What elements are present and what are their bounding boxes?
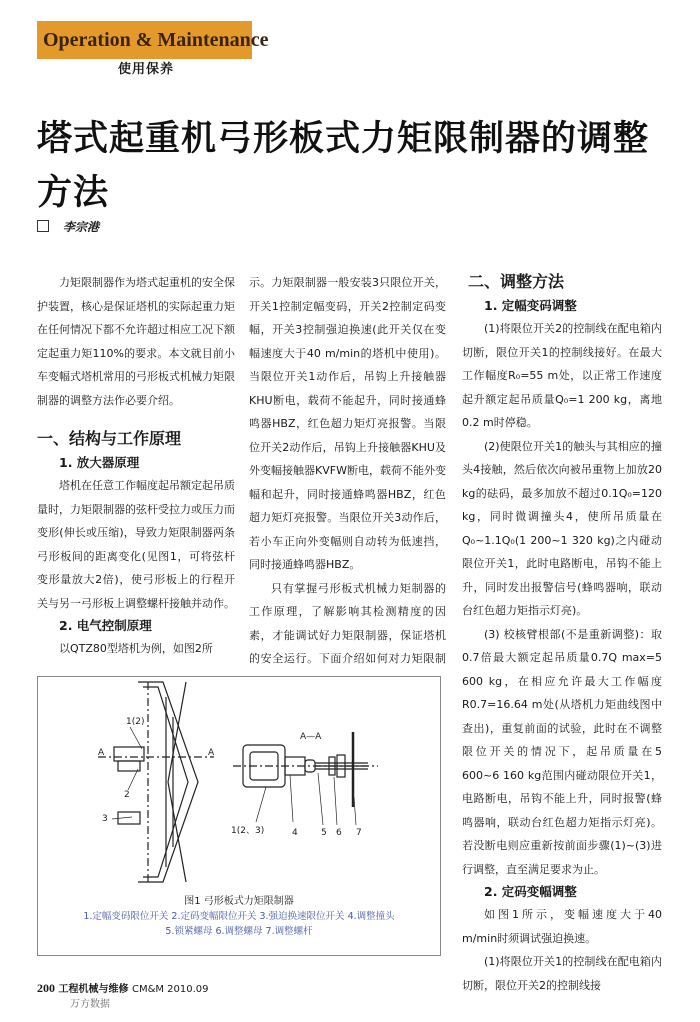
author-line (37, 218, 99, 235)
step-3-paragraph: (3) 校核臂根部(不是重新调整)：取0.7倍最大额定起吊质量0.7Q max=5 600 kg，在相应允许最大工作幅度R0.7=16.64 m处(从塔机力矩曲线图中查出)，重复前面的试验，此时在不调整限位开关的情况下，起吊质量在5 600~6 160 kg范围内碰动限位开关1，电路断电，吊钩不能上升，同时报警(蜂鸣器响，联动台红色超力矩指示灯亮)。若没断电则应重新按前面步骤(1)~(3)进行调整，直至满足要求为止。 (462, 627, 662, 876)
fig-label-4: 4 (292, 828, 298, 838)
step-2-paragraph: (2)使限位开关1的触头与其相应的撞头4接触，然后依次向被吊重物上加放20 kg的砝码，最多加放不超过0.1Q₀=120 kg，同时微调撞头4，使所吊质量在Q₀~1.1Q₀(1 200~1 320 kg)之内碰动限位开关1，此时电路断电，吊钩不能上升，同时发出报警信号(蜂鸣器响，联动台红色超力矩指示灯亮)。 (462, 439, 662, 617)
watermark: 万方数据 (70, 999, 110, 1010)
subheading-fixed-range: 1. 定幅变码调整 (484, 298, 577, 313)
electrical-continued-paragraph: 示。力矩限制器一般安装3只限位开关，开关1控制定幅变码，开关2控制定码变幅，开关3控制强迫换速(此开关仅在变幅速度大于40 m/min的塔机中使用)。当限位开关1动作后，吊钩上升接触器KHU断电，载荷不能起升，同时接通蜂鸣器HBZ，红色超力矩灯亮报警。当限位开关2动作后，吊钩上升接触器KHU及外变幅接触器KVFW断电，载荷不能外变幅和起升，同时接通蜂鸣器HBZ，红色超力矩灯亮报警。当限位开关3动作后，若小车正向外变幅则自动转为低速挡，同时接通蜂鸣器HBZ。 (249, 276, 446, 571)
column-3 (462, 269, 662, 997)
square-icon (37, 220, 49, 232)
bow-plate-limiter-diagram (38, 677, 442, 892)
fig-label-3: 3 (102, 814, 108, 824)
fig-label-2: 2 (124, 790, 130, 800)
section-subtitle: 使用保养 (118, 62, 175, 77)
figure-1 (37, 676, 441, 956)
section-heading-structure: 一、结构与工作原理 (37, 429, 182, 448)
figure-caption: 图1 弓形板式力矩限制器 (184, 896, 294, 907)
fixed-load-intro-paragraph: 如图1所示，变幅速度大于40 m/min时须调试强迫换速。 (462, 908, 662, 945)
fig-label-5: 5 (321, 828, 327, 838)
figure-legend-line-2: 5.锁紧螺母 6.调整螺母 7.调整螺杆 (165, 926, 313, 937)
fig-label-6: 6 (336, 828, 342, 838)
fig-label-1-2: 1(2) (126, 717, 145, 727)
amplifier-paragraph: 塔机在任意工作幅度起吊额定起吊质量时，力矩限制器的弦杆受拉力或压力而变形(伸长或压缩)，导致力矩限制器两条弓形板间的距离变化(见图1，可将弦杆变形量放大2倍)，使弓形板上的行程开关与另一弓形板上调整螺杆接触并动作。 (37, 479, 235, 610)
journal-issue: CM&M 2010.09 (131, 984, 209, 995)
subheading-electrical: 2. 电气控制原理 (59, 618, 152, 633)
step-1-paragraph: (1)将限位开关2的控制线在配电箱内切断，限位开关1的控制线接好。在最大工作幅度R₀=55 m处，以正常工作速度起升额定起吊质量Q₀=1 200 kg，离地0.2 m时停稳。 (462, 322, 662, 429)
fig-label-section-aa: A—A (300, 732, 322, 742)
summary-paragraph: 只有掌握弓形板式机械力矩制器的工作原理，了解影响其检测精度的因素，才能调试好力矩限制器，保证塔机的安全运行。下面介绍如何对力矩限制 (249, 581, 446, 665)
column-2 (249, 271, 446, 694)
article-title: 塔式起重机弓形板式力矩限制器的调整方法 (37, 119, 650, 213)
page-number: 200 (37, 981, 55, 995)
fig-label-a-right: A (208, 748, 215, 758)
figure-legend-line-1: 1.定幅变码限位开关 2.定码变幅限位开关 3.强迫换速限位开关 4.调整撞头 (83, 911, 395, 922)
journal-name: 工程机械与维修 (58, 984, 129, 995)
section-heading-adjustment: 二、调整方法 (468, 272, 565, 291)
subheading-amplifier: 1. 放大器原理 (59, 455, 140, 470)
subheading-fixed-load: 2. 定码变幅调整 (484, 884, 577, 899)
fig-label-7: 7 (356, 828, 362, 838)
author-name: 李宗港 (63, 220, 100, 234)
fixed-load-step-1-paragraph: (1)将限位开关1的控制线在配电箱内切断，限位开关2的控制线接 (462, 955, 662, 992)
intro-paragraph: 力矩限制器作为塔式起重机的安全保护装置，核心是保证塔机的实际起重力矩在任何情况下都不允许超过相应工况下额定起重力矩110%的要求。本文就目前小车变幅式塔机常用的弓形板式机械力矩限制器的调整方法作必要介绍。 (37, 276, 235, 407)
figure-legend (44, 909, 434, 939)
fig-label-a-left: A (98, 748, 105, 758)
fig-label-1-2-3: 1(2、3) (231, 826, 265, 836)
column-1 (37, 271, 235, 661)
page-footer (37, 980, 209, 996)
electrical-paragraph: 以QTZ80型塔机为例，如图2所 (59, 642, 213, 655)
section-header-banner: Operation & Maintenance (37, 21, 252, 59)
